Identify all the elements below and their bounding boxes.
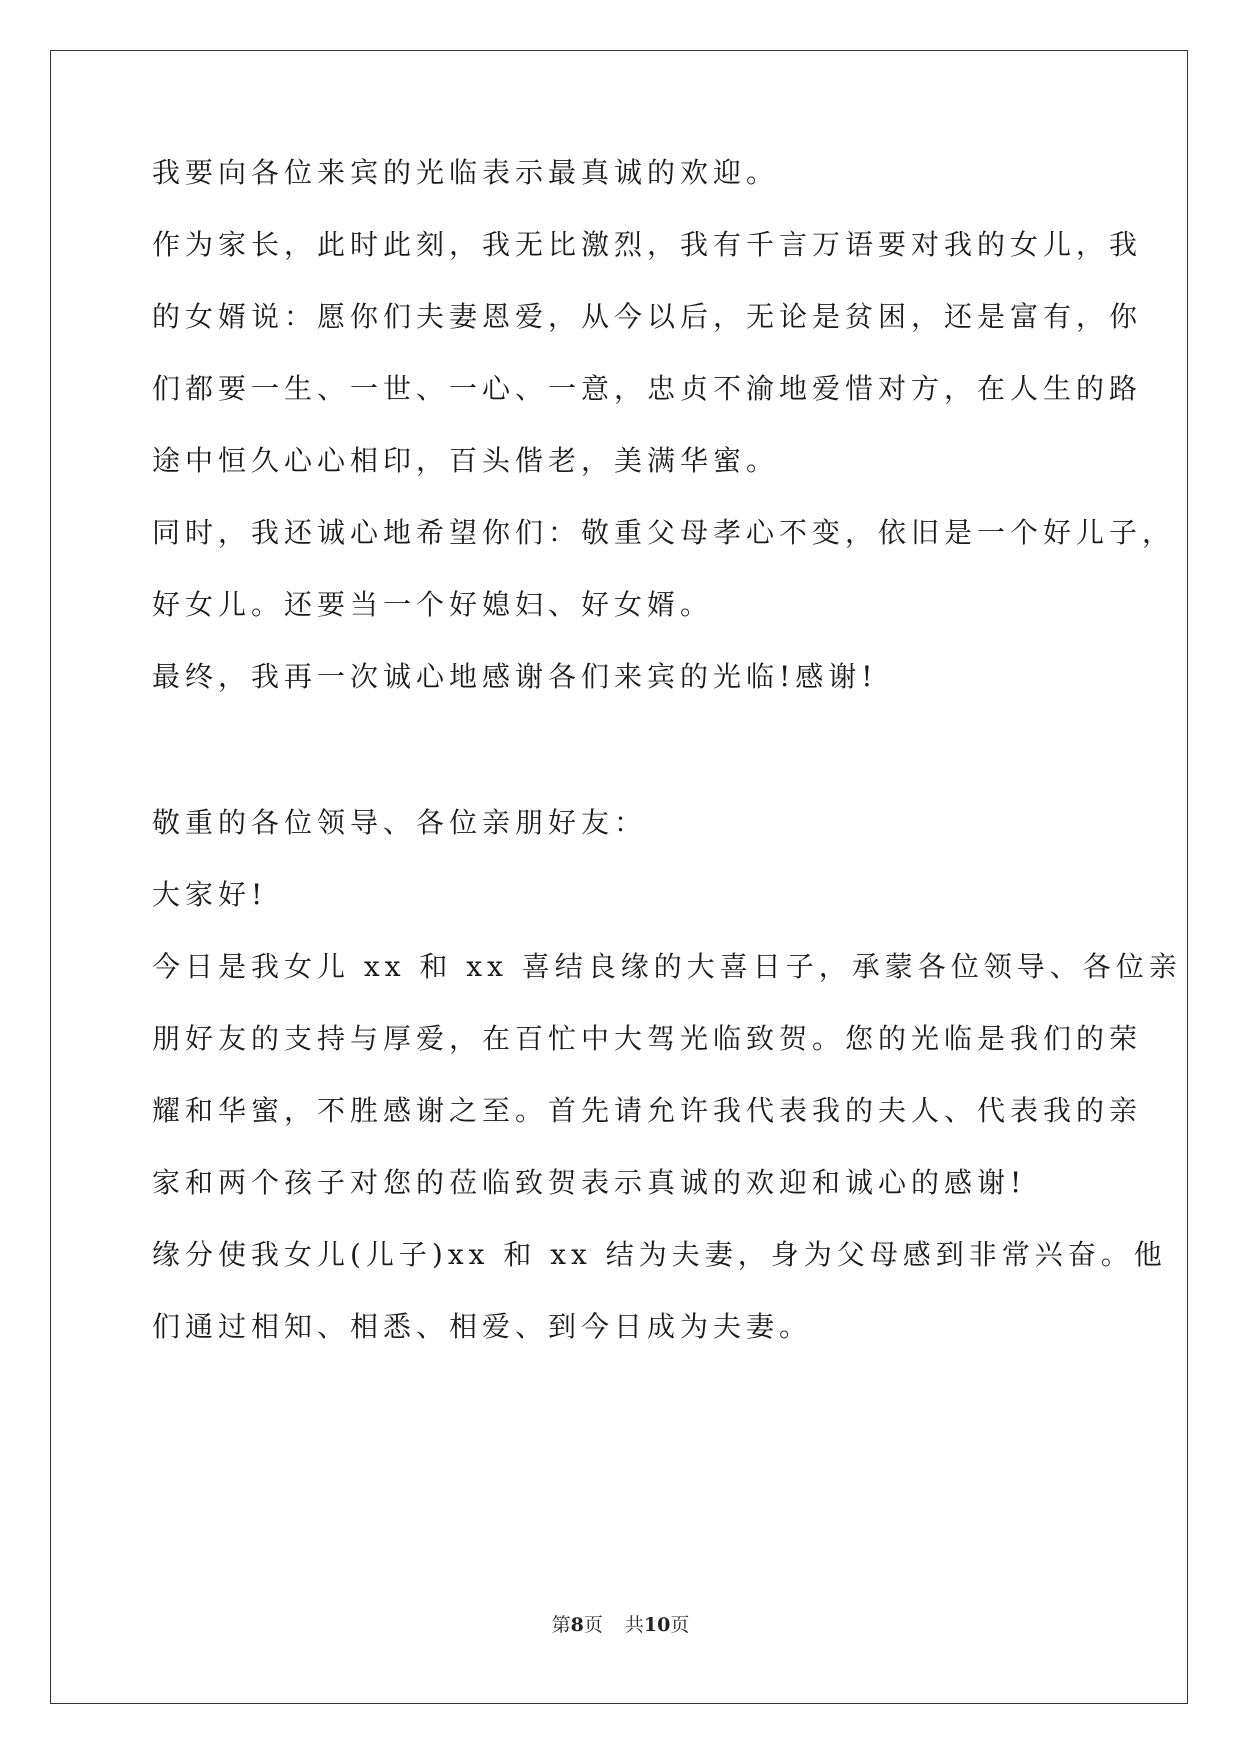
paragraph-line: 我要向各位来宾的光临表示最真诚的欢迎。 [152, 156, 780, 189]
paragraph-line: 最终，我再一次诚心地感谢各们来宾的光临!感谢! [152, 660, 878, 693]
paragraph-line: 的女婿说：愿你们夫妻恩爱，从今以后，无论是贫困，还是富有，你 [152, 300, 1143, 333]
total-pages-number: 10 [643, 1614, 671, 1636]
paragraph-line: 好女儿。还要当一个好媳妇、好女婿。 [152, 588, 714, 621]
greeting-line: 大家好! [152, 878, 268, 911]
paragraph-line: 作为家长，此时此刻，我无比激烈，我有千言万语要对我的女儿，我 [152, 228, 1143, 261]
current-page-number: 8 [570, 1614, 584, 1636]
paragraph-line: 耀和华蜜，不胜感谢之至。首先请允许我代表我的夫人、代表我的亲 [152, 1094, 1143, 1127]
salutation-line: 敬重的各位领导、各位亲朋好友： [152, 806, 648, 839]
page-border [50, 50, 1188, 1704]
paragraph-line: 同时，我还诚心地希望你们：敬重父母孝心不变，依旧是一个好儿子， [152, 516, 1176, 549]
paragraph-line: 缘分使我女儿(儿子)xx 和 xx 结为夫妻，身为父母感到非常兴奋。他 [152, 1238, 1167, 1271]
page-prefix: 第 [551, 1614, 571, 1636]
total-suffix: 页 [670, 1614, 690, 1636]
paragraph-line: 们都要一生、一世、一心、一意，忠贞不渝地爱惜对方，在人生的路 [152, 372, 1143, 405]
paragraph-line: 们通过相知、相悉、相爱、到今日成为夫妻。 [152, 1310, 813, 1343]
paragraph-line: 今日是我女儿 xx 和 xx 喜结良缘的大喜日子，承蒙各位领导、各位亲 [152, 950, 1182, 983]
total-prefix: 共 [624, 1614, 644, 1636]
paragraph-line: 朋好友的支持与厚爱，在百忙中大驾光临致贺。您的光临是我们的荣 [152, 1022, 1143, 1055]
page-suffix: 页 [583, 1614, 603, 1636]
page-footer [0, 1613, 1241, 1637]
paragraph-line: 途中恒久心心相印，百头偕老，美满华蜜。 [152, 444, 780, 477]
paragraph-line: 家和两个孩子对您的莅临致贺表示真诚的欢迎和诚心的感谢! [152, 1166, 1027, 1199]
